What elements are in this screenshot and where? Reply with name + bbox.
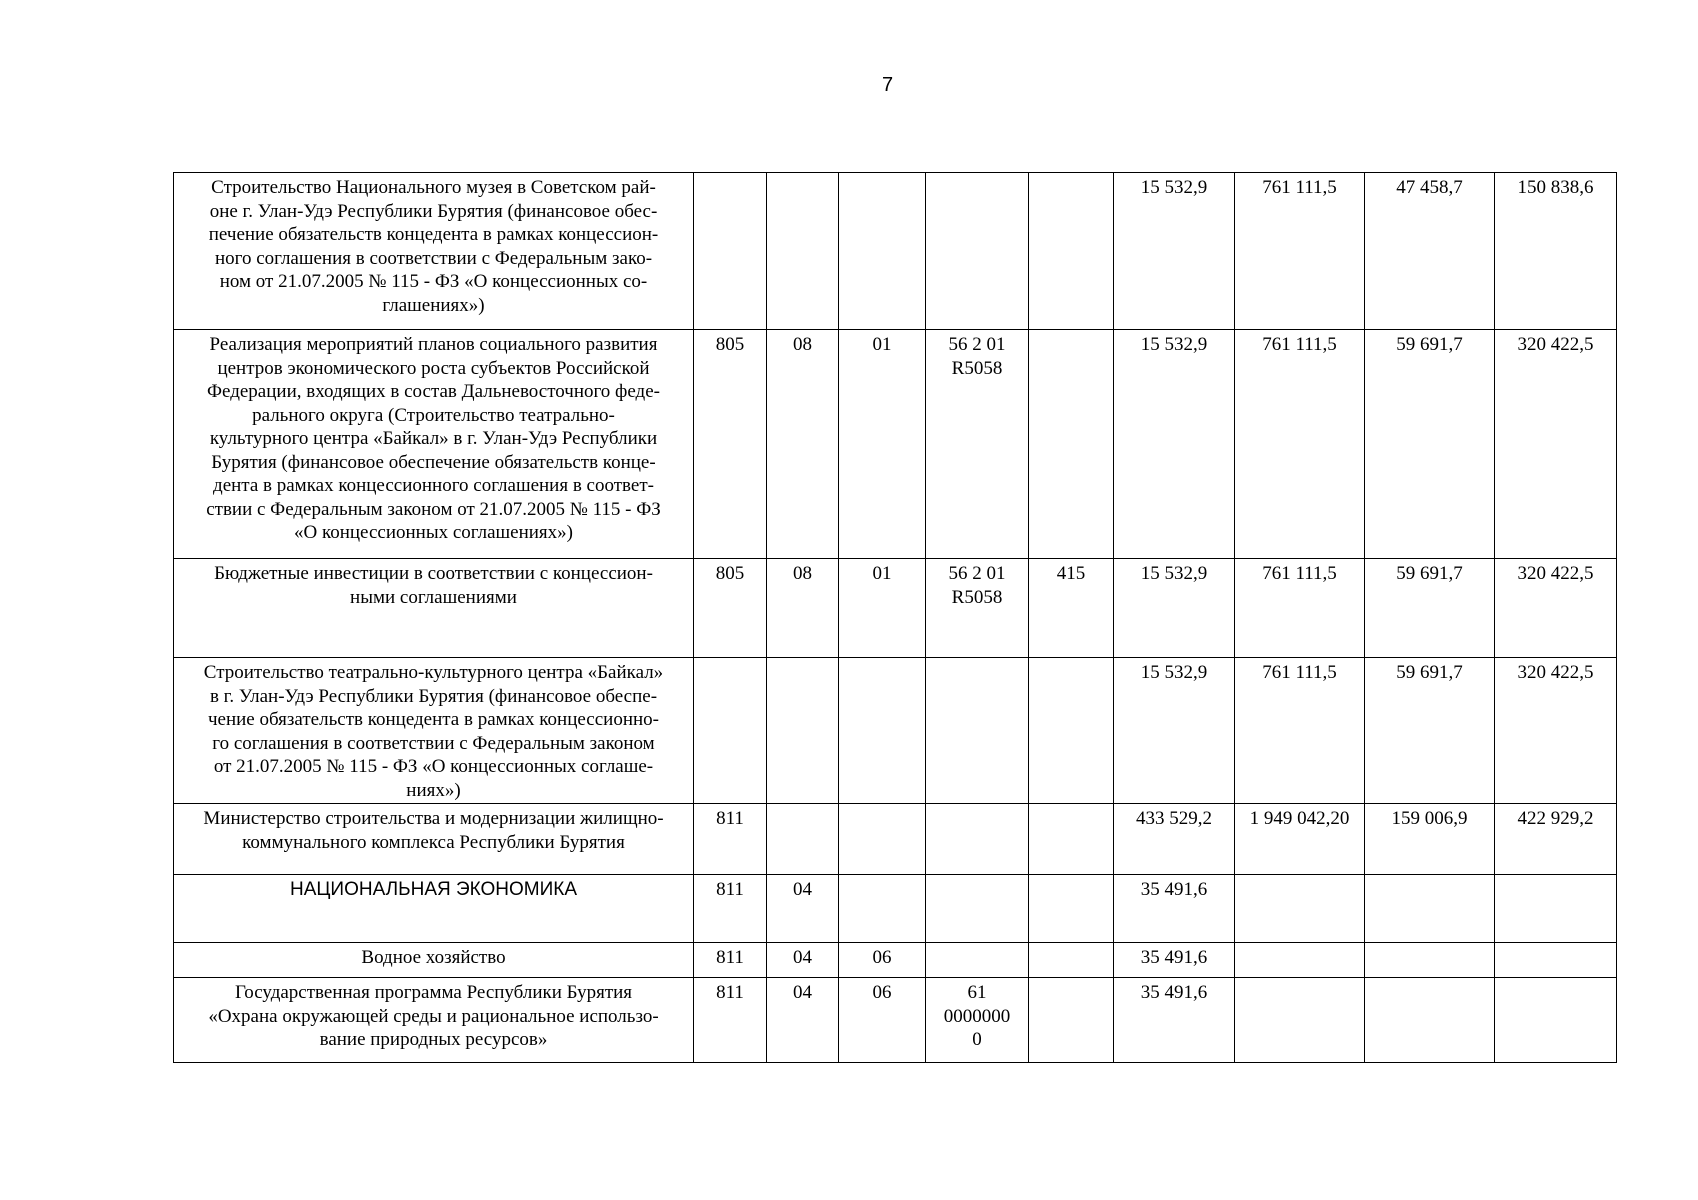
amount-cell-3	[1365, 658, 1495, 804]
cell-value: 15 532,9	[1140, 334, 1208, 355]
target-article-cell	[926, 804, 1029, 875]
cell-value: 59 691,7	[1396, 334, 1463, 355]
amount-cell-1	[1114, 559, 1235, 658]
cell-line: 0	[972, 1029, 982, 1050]
amount-cell-4	[1495, 804, 1617, 875]
cell-line: оне г. Улан-Удэ Республики Бурятия (финансовое обес-	[209, 200, 658, 222]
budget-table	[173, 172, 1617, 1063]
cell-value: 59 691,7	[1396, 563, 1463, 584]
cell-value: 01	[872, 563, 892, 584]
cell-value: 415	[1056, 563, 1086, 584]
cell-line: 61	[967, 982, 987, 1003]
table-body	[174, 173, 1617, 1063]
cell-value: 04	[793, 982, 812, 1003]
item-name-cell	[174, 330, 694, 559]
cell-line: Строительство Национального музея в Советском рай-	[211, 177, 656, 198]
cell-line: го соглашения в соответствии с Федеральным законом	[212, 732, 655, 754]
table-row	[174, 330, 1617, 559]
item-name-cell	[174, 978, 694, 1063]
cell-value: 15 532,9	[1140, 563, 1208, 584]
amount-cell-1	[1114, 330, 1235, 559]
amount-cell-3	[1365, 559, 1495, 658]
cell-line: Федерации, входящих в состав Дальневосточного феде-	[207, 381, 660, 402]
expense-type-cell	[1029, 875, 1114, 943]
table-row	[174, 943, 1617, 978]
subsection-code-cell	[839, 875, 926, 943]
cell-value: 159 006,9	[1391, 808, 1468, 829]
cell-value: 422 929,2	[1517, 808, 1594, 829]
cell-line: ного соглашения в соответствии с Федеральным зако-	[214, 247, 653, 269]
cell-value: 433 529,2	[1136, 808, 1212, 829]
cell-line: «О концессионных соглашениях»)	[293, 522, 573, 543]
amount-cell-4	[1495, 559, 1617, 658]
table-row	[174, 804, 1617, 875]
cell-line: ными соглашениями	[350, 586, 517, 608]
cell-line: культурного центра «Байкал» в г. Улан-Удэ Республики	[209, 428, 658, 449]
table-row	[174, 978, 1617, 1063]
cell-value: 761 111,5	[1262, 563, 1337, 584]
amount-cell-1	[1114, 978, 1235, 1063]
target-article-cell	[926, 978, 1029, 1063]
target-article-cell	[926, 943, 1029, 978]
cell-value: 15 532,9	[1140, 662, 1208, 683]
grbs-code-cell	[694, 875, 767, 943]
cell-line: Строительство театрально-культурного центра «Байкал»	[203, 662, 664, 683]
amount-cell-2	[1235, 943, 1365, 978]
cell-line: «Охрана окружающей среды и рациональное использо-	[208, 1005, 659, 1027]
item-name-cell	[174, 559, 694, 658]
cell-line: R5058	[951, 357, 1003, 379]
amount-cell-4	[1495, 658, 1617, 804]
cell-value: 761 111,5	[1262, 177, 1337, 198]
cell-value: 08	[793, 334, 812, 355]
cell-value: 320 422,5	[1517, 334, 1594, 355]
cell-value: 15 532,9	[1140, 177, 1208, 198]
cell-line: 56 2 01	[948, 334, 1006, 355]
cell-value: 59 691,7	[1396, 662, 1463, 683]
expense-type-cell	[1029, 978, 1114, 1063]
subsection-code-cell	[839, 978, 926, 1063]
cell-line: центров экономического роста субъектов Российской	[217, 357, 650, 379]
cell-value: 06	[872, 982, 892, 1003]
cell-line: R5058	[951, 586, 1003, 608]
grbs-code-cell	[694, 943, 767, 978]
amount-cell-2	[1235, 978, 1365, 1063]
cell-value: 811	[716, 947, 744, 968]
cell-line: 56 2 01	[948, 563, 1006, 584]
amount-cell-4	[1495, 978, 1617, 1063]
grbs-code-cell	[694, 330, 767, 559]
cell-value: 811	[716, 879, 744, 900]
subsection-code-cell	[839, 173, 926, 330]
page-number: 7	[881, 74, 894, 96]
cell-value: 06	[872, 947, 892, 968]
cell-line: коммунального комплекса Республики Бурятия	[242, 831, 625, 853]
amount-cell-2	[1235, 559, 1365, 658]
cell-line: 0000000	[943, 1005, 1011, 1027]
section-code-cell	[767, 173, 839, 330]
amount-cell-1	[1114, 658, 1235, 804]
subsection-code-cell	[839, 330, 926, 559]
amount-cell-4	[1495, 943, 1617, 978]
amount-cell-3	[1365, 875, 1495, 943]
expense-type-cell	[1029, 559, 1114, 658]
amount-cell-1	[1114, 943, 1235, 978]
amount-cell-4	[1495, 875, 1617, 943]
amount-cell-3	[1365, 330, 1495, 559]
cell-line: Бурятия (финансовое обеспечение обязательств конце-	[211, 451, 656, 473]
section-code-cell	[767, 658, 839, 804]
table-row	[174, 875, 1617, 943]
item-name-cell	[174, 875, 694, 943]
cell-line: глашениях»)	[382, 294, 485, 316]
cell-line: Бюджетные инвестиции в соответствии с концессион-	[214, 563, 653, 584]
amount-cell-2	[1235, 173, 1365, 330]
table-row	[174, 173, 1617, 330]
cell-value: 320 422,5	[1517, 662, 1594, 683]
section-code-cell	[767, 330, 839, 559]
subsection-code-cell	[839, 804, 926, 875]
target-article-cell	[926, 173, 1029, 330]
grbs-code-cell	[694, 978, 767, 1063]
cell-line: от 21.07.2005 № 115 - ФЗ «О концессионных соглаше-	[213, 756, 654, 777]
cell-value: 805	[715, 563, 745, 584]
expense-type-cell	[1029, 804, 1114, 875]
amount-cell-1	[1114, 804, 1235, 875]
cell-value: 01	[872, 334, 892, 355]
table-row	[174, 658, 1617, 804]
cell-line: рального округа (Строительство театрально-	[252, 404, 615, 426]
cell-line: в г. Улан-Удэ Республики Бурятия (финансовое обеспе-	[209, 685, 658, 707]
section-code-cell	[767, 559, 839, 658]
cell-value: 811	[716, 982, 744, 1003]
expense-type-cell	[1029, 943, 1114, 978]
cell-value: 35 491,6	[1140, 982, 1208, 1003]
grbs-code-cell	[694, 804, 767, 875]
item-name-cell	[174, 943, 694, 978]
table-row	[174, 559, 1617, 658]
cell-value: 35 491,6	[1140, 947, 1208, 968]
expense-type-cell	[1029, 330, 1114, 559]
amount-cell-2	[1235, 875, 1365, 943]
expense-type-cell	[1029, 658, 1114, 804]
cell-line: вание природных ресурсов»	[319, 1029, 548, 1050]
section-code-cell	[767, 875, 839, 943]
cell-line: Министерство строительства и модернизации жилищно-	[203, 808, 664, 829]
grbs-code-cell	[694, 658, 767, 804]
section-code-cell	[767, 978, 839, 1063]
amount-cell-2	[1235, 658, 1365, 804]
amount-cell-2	[1235, 330, 1365, 559]
cell-line: печение обязательств концедента в рамках концессион-	[208, 224, 659, 245]
cell-value: 761 111,5	[1262, 662, 1337, 683]
amount-cell-1	[1114, 875, 1235, 943]
cell-value: 08	[793, 563, 812, 584]
cell-value: 04	[793, 879, 812, 900]
item-name-cell	[174, 658, 694, 804]
amount-cell-2	[1235, 804, 1365, 875]
amount-cell-3	[1365, 943, 1495, 978]
subsection-code-cell	[839, 943, 926, 978]
target-article-cell	[926, 559, 1029, 658]
grbs-code-cell	[694, 173, 767, 330]
cell-value: 35 491,6	[1140, 879, 1208, 900]
cell-line: чение обязательств концедента в рамках концессионно-	[207, 709, 659, 730]
expense-type-cell	[1029, 173, 1114, 330]
cell-value: 04	[793, 947, 812, 968]
amount-cell-3	[1365, 173, 1495, 330]
subsection-code-cell	[839, 559, 926, 658]
cell-value: 805	[715, 334, 745, 355]
cell-line: ниях»)	[406, 779, 461, 801]
cell-line: Водное хозяйство	[361, 947, 506, 968]
cell-line: ствии с Федеральным законом от 21.07.2005 № 115 - ФЗ	[206, 498, 661, 520]
amount-cell-1	[1114, 173, 1235, 330]
amount-cell-4	[1495, 330, 1617, 559]
section-code-cell	[767, 943, 839, 978]
cell-line: дента в рамках концессионного соглашения в соответ-	[213, 475, 654, 496]
amount-cell-4	[1495, 173, 1617, 330]
cell-line: ном от 21.07.2005 № 115 - ФЗ «О концессионных со-	[219, 271, 648, 292]
item-name-cell	[174, 804, 694, 875]
cell-value: 47 458,7	[1396, 177, 1463, 198]
cell-line: Реализация мероприятий планов социального развития	[209, 334, 658, 355]
grbs-code-cell	[694, 559, 767, 658]
target-article-cell	[926, 875, 1029, 943]
amount-cell-3	[1365, 978, 1495, 1063]
cell-value: 320 422,5	[1517, 563, 1594, 584]
cell-line: НАЦИОНАЛЬНАЯ ЭКОНОМИКА	[289, 879, 578, 900]
section-code-cell	[767, 804, 839, 875]
cell-value: 811	[716, 808, 744, 829]
cell-value: 150 838,6	[1517, 177, 1594, 198]
target-article-cell	[926, 330, 1029, 559]
amount-cell-3	[1365, 804, 1495, 875]
subsection-code-cell	[839, 658, 926, 804]
cell-line: Государственная программа Республики Бурятия	[234, 982, 633, 1003]
target-article-cell	[926, 658, 1029, 804]
cell-value: 1 949 042,20	[1249, 808, 1350, 829]
cell-value: 761 111,5	[1262, 334, 1337, 355]
item-name-cell	[174, 173, 694, 330]
